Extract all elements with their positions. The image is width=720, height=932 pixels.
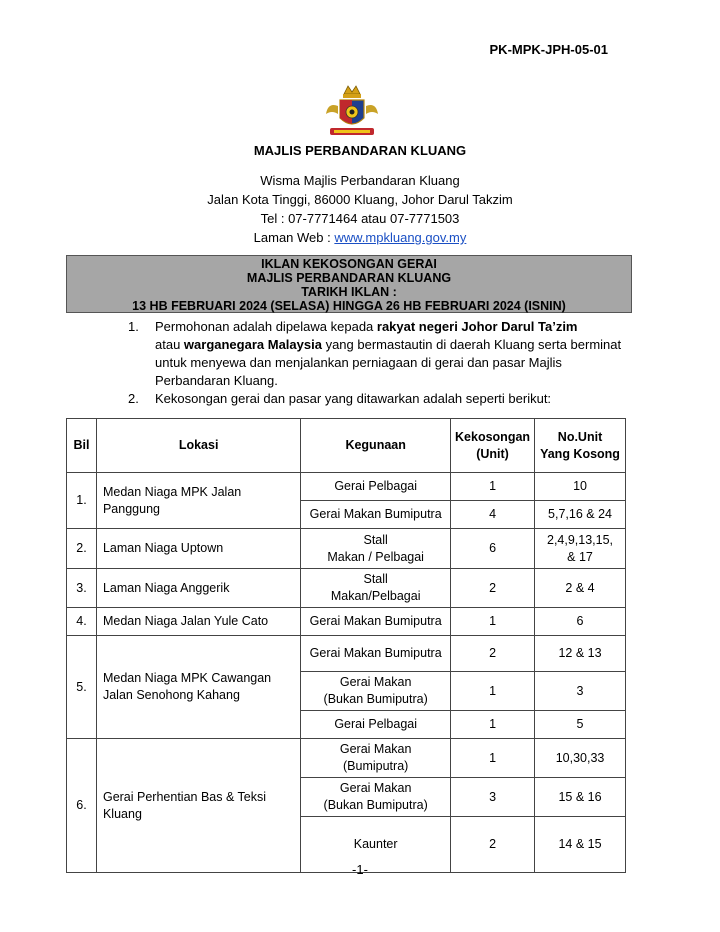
website-line — [0, 228, 720, 247]
cell-kegunaan — [301, 501, 451, 529]
cell-bil: 1. — [67, 473, 97, 529]
cell-lokasi: Medan Niaga MPK Cawangan Jalan Senohong Kahang — [96, 636, 300, 739]
banner-line-4: 13 HB FEBRUARI 2024 (SELASA) HINGGA 26 HB FEBRUARI 2024 (ISNIN) — [132, 299, 566, 313]
cell-bil: 2. — [67, 529, 97, 569]
cell-no-unit-line: 10,30,33 — [555, 750, 605, 765]
table-row — [67, 636, 626, 672]
council-crest-logo — [324, 84, 380, 144]
cell-kegunaan-line: Gerai Makan Bumiputra — [309, 507, 442, 521]
cell-kegunaan-line: Gerai Makan Bumiputra — [309, 614, 442, 628]
cell-kegunaan-line: Makan/Pelbagai — [330, 589, 421, 603]
cell-kegunaan — [301, 569, 451, 608]
point-text — [155, 318, 628, 390]
document-reference: PK-MPK-JPH-05-01 — [489, 42, 608, 57]
cell-no-unit — [535, 569, 626, 608]
cell-kegunaan-line: Gerai Makan Bumiputra — [309, 646, 442, 660]
cell-no-unit-line: 5 — [576, 717, 584, 731]
banner-line-2: MAJLIS PERBANDARAN KLUANG — [246, 271, 452, 285]
website-link[interactable]: www.mpkluang.gov.my — [334, 230, 467, 245]
table-header-row — [67, 419, 626, 473]
cell-kegunaan-line: (Bumiputra) — [343, 759, 409, 773]
cell-no-unit — [535, 672, 626, 711]
cell-no-unit — [535, 529, 626, 569]
cell-kekosongan: 6 — [451, 529, 535, 569]
cell-lokasi: Laman Niaga Anggerik — [96, 569, 300, 608]
point-text-part: atau — [155, 337, 184, 352]
header-kegunaan: Kegunaan — [301, 419, 451, 473]
point-text: Kekosongan gerai dan pasar yang ditawarkan adalah seperti berikut: — [155, 391, 552, 406]
notice-point — [128, 390, 628, 408]
cell-lokasi: Laman Niaga Uptown — [96, 529, 300, 569]
cell-kekosongan: 1 — [451, 739, 535, 778]
table-row — [67, 473, 626, 501]
header-kekosongan — [451, 419, 535, 473]
cell-no-unit — [535, 636, 626, 672]
header-no-unit-line: Yang Kosong — [540, 446, 620, 461]
cell-no-unit — [535, 711, 626, 739]
cell-kekosongan: 1 — [451, 711, 535, 739]
table-row — [67, 739, 626, 778]
cell-kegunaan-line: Stall — [363, 572, 388, 586]
cell-kegunaan — [301, 711, 451, 739]
cell-kekosongan: 2 — [451, 569, 535, 608]
cell-kekosongan: 1 — [451, 672, 535, 711]
header-bil: Bil — [67, 419, 97, 473]
cell-kekosongan: 2 — [451, 817, 535, 873]
cell-kegunaan-line: Stall — [363, 532, 388, 547]
cell-kekosongan: 2 — [451, 636, 535, 672]
header-no-unit — [535, 419, 626, 473]
cell-kegunaan — [301, 672, 451, 711]
vacancy-table — [66, 418, 626, 873]
header-no-unit-line: No.Unit — [557, 429, 603, 444]
cell-kegunaan — [301, 778, 451, 817]
cell-no-unit — [535, 501, 626, 529]
website-prefix: Laman Web : — [253, 230, 335, 245]
cell-no-unit-line: & 17 — [567, 549, 593, 564]
cell-no-unit — [535, 739, 626, 778]
cell-kekosongan: 4 — [451, 501, 535, 529]
organisation-name: MAJLIS PERBANDARAN KLUANG — [253, 143, 467, 158]
cell-no-unit-line: 10 — [573, 479, 587, 493]
address-line-1: Wisma Majlis Perbandaran Kluang — [260, 173, 460, 188]
cell-kegunaan-line: Makan / Pelbagai — [327, 549, 424, 564]
cell-kegunaan — [301, 473, 451, 501]
cell-kegunaan-line: Kaunter — [353, 837, 398, 851]
cell-kegunaan-line: (Bukan Bumiputra) — [323, 798, 428, 812]
cell-lokasi: Medan Niaga Jalan Yule Cato — [96, 608, 300, 636]
cell-kekosongan: 1 — [451, 608, 535, 636]
page-number: -1- — [352, 862, 368, 877]
banner-line-1: IKLAN KEKOSONGAN GERAI — [261, 257, 437, 271]
cell-kegunaan-line: Gerai Pelbagai — [334, 479, 418, 493]
cell-no-unit-line: 3 — [576, 683, 584, 698]
cell-no-unit — [535, 473, 626, 501]
point-text-part: yang bermastautin di daerah Kluang serta berminat untuk menyewa dan menjalankan perniagaan di gerai dan pasar Majlis Perbandaran Kluang. — [155, 337, 622, 388]
cell-kegunaan — [301, 608, 451, 636]
cell-kegunaan-line: (Bukan Bumiputra) — [323, 692, 428, 706]
cell-kegunaan-line: Gerai Makan — [339, 675, 412, 689]
address-line-2: Jalan Kota Tinggi, 86000 Kluang, Johor Darul Takzim — [207, 192, 513, 207]
header-lokasi: Lokasi — [96, 419, 300, 473]
cell-kegunaan-line: Gerai Makan — [339, 781, 412, 795]
point-number: 1. — [128, 319, 139, 334]
address-block — [0, 171, 720, 247]
cell-no-unit — [535, 778, 626, 817]
cell-lokasi: Medan Niaga MPK Jalan Panggung — [96, 473, 300, 529]
cell-bil: 4. — [67, 608, 97, 636]
table-row — [67, 529, 626, 569]
cell-no-unit-line: 14 & 15 — [558, 837, 602, 851]
advert-banner — [66, 255, 632, 313]
cell-no-unit-line: 2 & 4 — [565, 580, 595, 595]
cell-kekosongan: 1 — [451, 473, 535, 501]
cell-no-unit-line: 15 & 16 — [558, 789, 602, 804]
table-row — [67, 569, 626, 608]
point-bold-text: warganegara Malaysia — [183, 337, 322, 352]
notice-point — [128, 318, 628, 390]
cell-bil: 5. — [67, 636, 97, 739]
cell-kegunaan — [301, 529, 451, 569]
cell-no-unit — [535, 608, 626, 636]
cell-kegunaan-line: Gerai Makan — [339, 742, 412, 756]
cell-lokasi: Gerai Perhentian Bas & Teksi Kluang — [96, 739, 300, 873]
header-kekosongan-line: Kekosongan — [455, 429, 531, 444]
cell-kekosongan: 3 — [451, 778, 535, 817]
cell-bil: 6. — [67, 739, 97, 873]
address-line-3: Tel : 07-7771464 atau 07-7771503 — [260, 211, 460, 226]
table-body — [67, 473, 626, 873]
cell-kegunaan — [301, 636, 451, 672]
point-number: 2. — [128, 391, 139, 406]
table-row — [67, 608, 626, 636]
cell-no-unit-line: 6 — [576, 614, 584, 628]
cell-no-unit-line: 12 & 13 — [558, 646, 602, 660]
cell-bil: 3. — [67, 569, 97, 608]
header-kekosongan-line: (Unit) — [476, 446, 509, 461]
cell-no-unit-line: 5,7,16 & 24 — [548, 507, 612, 521]
point-text-part: Permohonan adalah dipelawa kepada — [155, 319, 377, 334]
cell-kegunaan — [301, 739, 451, 778]
notice-points — [128, 318, 628, 408]
point-bold-text: rakyat negeri Johor Darul Ta’zim — [376, 319, 578, 334]
cell-no-unit-line: 2,4,9,13,15, — [547, 532, 614, 547]
banner-line-3: TARIKH IKLAN : — [301, 285, 397, 299]
cell-kegunaan-line: Gerai Pelbagai — [334, 717, 418, 731]
